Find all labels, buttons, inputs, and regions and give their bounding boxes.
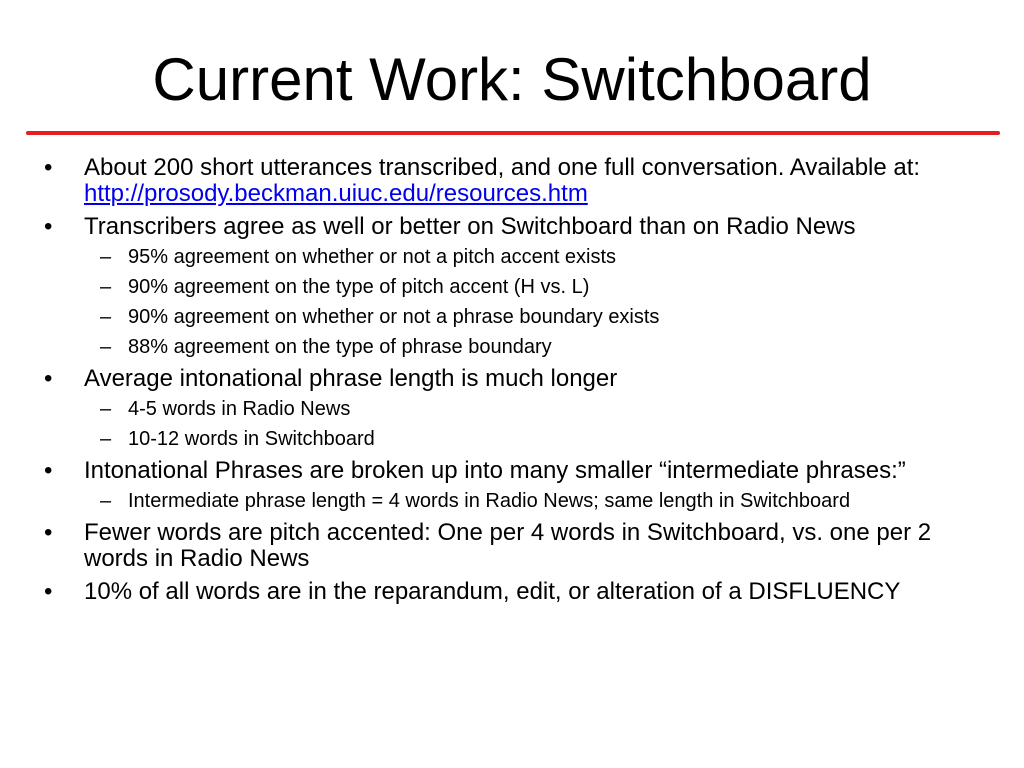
bullet-item [40, 155, 980, 207]
bullet-list [40, 155, 980, 612]
bullet-item [40, 458, 980, 512]
sub-item: – 10-12 words in Switchboard [84, 428, 980, 450]
bullet-text: Fewer words are pitch accented: One per 4 words in Switchboard, vs. one per 2 words in Radio News [84, 519, 932, 572]
sub-list [84, 246, 980, 358]
bullet-text: About 200 short utterances transcribed, and one full conversation. Available at: [84, 154, 921, 181]
slide-title: Current Work: Switchboard [152, 46, 872, 113]
sub-item: – 88% agreement on the type of phrase boundary [84, 336, 980, 358]
sub-item: – 95% agreement on whether or not a pitch accent exists [84, 246, 980, 268]
bullet-item [40, 520, 980, 572]
sub-item: – 4-5 words in Radio News [84, 398, 980, 420]
bullet-item [40, 366, 980, 450]
bullet-text: Intonational Phrases are broken up into many smaller “intermediate phrases:” [84, 457, 906, 484]
bullet-text: Average intonational phrase length is much longer [84, 365, 618, 392]
sub-item: – 90% agreement on whether or not a phrase boundary exists [84, 306, 980, 328]
sub-item: – 90% agreement on the type of pitch accent (H vs. L) [84, 276, 980, 298]
bullet-item [40, 214, 980, 358]
title-divider [26, 131, 1000, 135]
bullet-item [40, 579, 980, 605]
sub-list [84, 490, 980, 512]
bullet-text: Transcribers agree as well or better on Switchboard than on Radio News [84, 213, 856, 240]
sub-list [84, 398, 980, 450]
resources-link[interactable]: http://prosody.beckman.uiuc.edu/resources.htm [84, 180, 588, 207]
bullet-text: 10% of all words are in the reparandum, edit, or alteration of a DISFLUENCY [84, 578, 901, 605]
sub-item: – Intermediate phrase length = 4 words in Radio News; same length in Switchboard [84, 490, 980, 512]
